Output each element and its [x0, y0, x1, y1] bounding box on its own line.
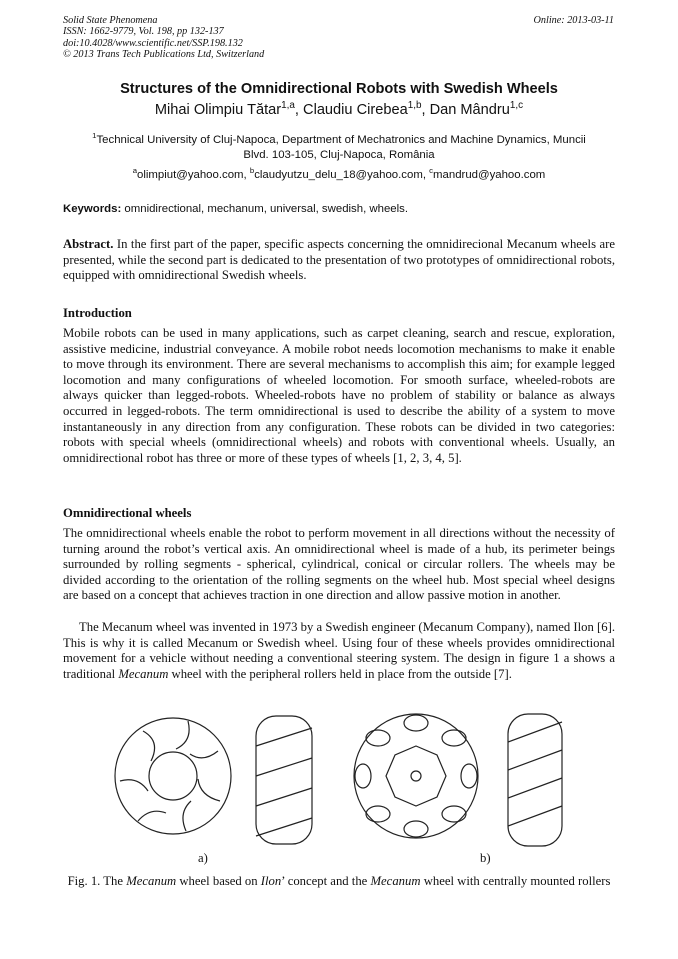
author-list: Mihai Olimpiu Tătar$^{1,a}$, Claudiu Cirebea$^{1,b}$, Dan Mândru$^{1,c}$ [154, 100, 524, 118]
email-sup: a [132, 166, 137, 176]
caption-emphasis: Mecanum [126, 874, 177, 888]
caption-text: wheel based on [176, 874, 261, 888]
keywords-label: Keywords: [63, 203, 122, 215]
email-list: $^a$olimpiut@yahoo.com, $^b$claudyutzu_delu_18@yahoo.com, $^c$mandrud@yahoo.com [132, 166, 546, 181]
omni-text-part: wheel with the peripheral rollers held in place from the outside [7]. [168, 666, 512, 681]
keywords-text: omnidirectional, mechanum, universal, swedish, wheels. [124, 203, 409, 215]
abstract-text: In the first part of the paper, specific aspects concerning the omnidirecional Mecanum wheels are presented, while the second part is dedicated to the presentation of two prototypes of omnidirectional robots, equipped with omnidirectional Swedish wheels. [63, 237, 615, 283]
caption-emphasis: Ilon [260, 874, 282, 888]
author-sup: 1,a [281, 100, 295, 112]
caption-emphasis: Mecanum [370, 874, 421, 888]
issn-line: ISSN: 1662-9779, Vol. 198, pp 132-137 [63, 26, 224, 38]
omni-paragraph-1: The omnidirectional wheels enable the robot to perform movement in all directions without the necessity of turning around the robot’s vertical axis. An omnidirectional wheel is made of a hub, its perimeter beings surrounded by rolling segments - spherical, cylindrical, conical or circular rollers. The wheels may be divided according to the orientation of the rolling segments on the wheel hub. Most special wheel designs are based on a concept that achieves traction in one direction and allow passive motion in another. [63, 526, 615, 603]
author-sup: 1,b [407, 100, 422, 112]
mecanum-wheel-b-side [354, 714, 478, 838]
journal-header [63, 15, 264, 61]
doi-line: doi:10.4028/www.scientific.net/SSP.198.132 [63, 37, 243, 49]
affiliation-line1: Technical University of Cluj-Napoca, Department of Mechatronics and Machine Dynamics, Muncii [96, 134, 586, 146]
figure-1-caption [63, 874, 615, 890]
caption-text: ’ concept and the [281, 874, 371, 888]
journal-name: Solid State Phenomena [63, 15, 158, 26]
copyright-line: © 2013 Trans Tech Publications Ltd, Switzerland [63, 49, 265, 61]
section-heading-introduction: Introduction [63, 306, 132, 320]
mecanum-wheel-a-side [115, 718, 231, 834]
omni-text-emphasis: Mecanum [118, 666, 169, 681]
keywords [63, 203, 615, 215]
section-heading-omnidirectional-wheels: Omnidirectional wheels [63, 506, 192, 520]
figure-1 [108, 706, 570, 866]
affiliation [63, 133, 615, 162]
author-name: Claudiu Cirebea [303, 102, 408, 118]
mecanum-wheel-b-front [508, 714, 562, 846]
abstract [63, 237, 615, 284]
figure-label-a: a) [198, 851, 208, 865]
mecanum-wheel-a-front [256, 716, 312, 844]
omni-text-part: The Mecanum wheel was invented in 1973 by a Swedish engineer (Mecanum Company), named Ilon [6]. This is why it is called Mecanum or Swedish wheel. Using four of these wheels provides omnidirectional movement for a vehicle without needing a conventional steering system. The design in figure 1 a shows a traditional [63, 620, 615, 681]
email-sup: b [249, 166, 255, 176]
email-address: mandrud@yahoo.com [433, 169, 546, 181]
introduction-text: Mobile robots can be used in many applications, such as carpet cleaning, search and rescue, exploration, assistive medicine, industrial conveyance. A mobile robot needs locomotion mechanisms to make it enable to move through its environment. There are several mechanisms to accomplish this aim; for example legged locomotion and many configurations of wheeled locomotion. For smooth surface, wheeled-robots are always quicker than legged-robots. Wheeled-robots have no problem of stability or balance as always occurred in legged-robots. The term omnidirectional is used to describe the ability of a system to move instantaneously in any direction from any configuration. These robots can be divided in two categories: robots with special wheels (omnidirectional wheels) and robots with conventional wheels. Usually, an omnidirectional robot has three or more of these types of wheels [1, 2, 3, 4, 5]. [63, 326, 615, 465]
author-sup: 1,c [509, 100, 524, 112]
author-name: Dan Mândru [429, 102, 510, 118]
affiliation-sup: 1 [92, 131, 97, 141]
paper-title: Structures of the Omnidirectional Robots with Swedish Wheels [120, 81, 558, 97]
caption-text: wheel with centrally mounted rollers [420, 874, 611, 888]
email-address: olimpiut@yahoo.com [137, 169, 244, 181]
author-name: Mihai Olimpiu Tătar [154, 102, 282, 118]
omni-paragraph-2 [63, 620, 615, 682]
figure-label-b: b) [480, 851, 491, 865]
caption-text: Fig. 1. The [67, 874, 127, 888]
abstract-label: Abstract. [63, 237, 114, 251]
online-date: Online: 2013-03-11 [533, 15, 614, 26]
email-address: claudyutzu_delu_18@yahoo.com [254, 169, 423, 181]
email-sup: c [429, 166, 434, 176]
figure-1-drawing [108, 706, 570, 866]
affiliation-line2: Blvd. 103-105, Cluj-Napoca, România [243, 148, 435, 161]
